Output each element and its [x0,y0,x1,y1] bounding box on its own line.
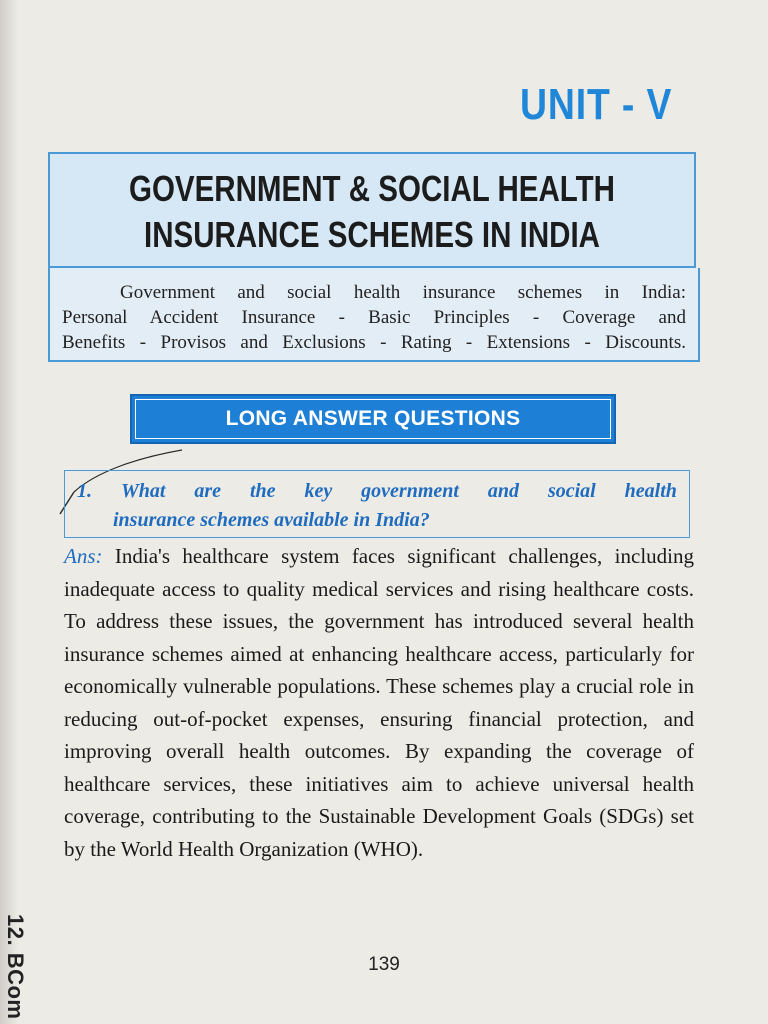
chapter-heading-box [48,152,696,268]
topics-line-1: Government and social health insurance schemes in India: [120,282,686,303]
section-banner: LONG ANSWER QUESTIONS [130,394,616,444]
topics-line-3: Benefits - Provisos and Exclusions - Rating - Extensions - Discounts. [62,332,686,353]
question-word: key [304,480,333,502]
unit-title: UNIT - V [520,80,673,129]
answer-paragraph [64,540,694,865]
question-line-2: insurance schemes available in India? [113,509,430,531]
syllabus-topics-box [48,268,700,362]
answer-label: Ans: [64,544,103,568]
question-number: 1. [77,480,92,502]
question-word: are [194,480,222,502]
question-word: government [361,480,459,502]
question-line-1 [77,477,677,506]
page-number: 139 [368,954,400,975]
answer-text: India's healthcare system faces significant challenges, including inadequate access to quality medical services and rising healthcare costs. To address these issues, the government has introduced several health insurance schemes aimed at enhancing healthcare access, particularly for economically vulnerable populations. These schemes play a crucial role in reducing out-of-pocket expenses, ensuring financial protection, and improving overall health outcomes. By expanding the coverage of healthcare services, these initiatives aim to achieve universal health coverage, contributing to the Sustainable Development Goals (SDGs) set by the World Health Organization (WHO). [64,544,694,861]
topics-line-2: Personal Accident Insurance - Basic Principles - Coverage and [62,307,686,328]
question-word: the [249,480,276,502]
side-course-label: 12. BCom [3,914,28,1020]
question-word: and [487,480,519,502]
question-word: What [120,480,166,502]
question-word: health [624,480,677,502]
question-word: social [547,480,596,502]
question-box [64,470,690,538]
chapter-heading-line-1: GOVERNMENT & SOCIAL HEALTH [128,168,616,209]
page-edge-shadow [0,0,18,1024]
chapter-heading-line-2: INSURANCE SCHEMES IN INDIA [144,214,600,255]
